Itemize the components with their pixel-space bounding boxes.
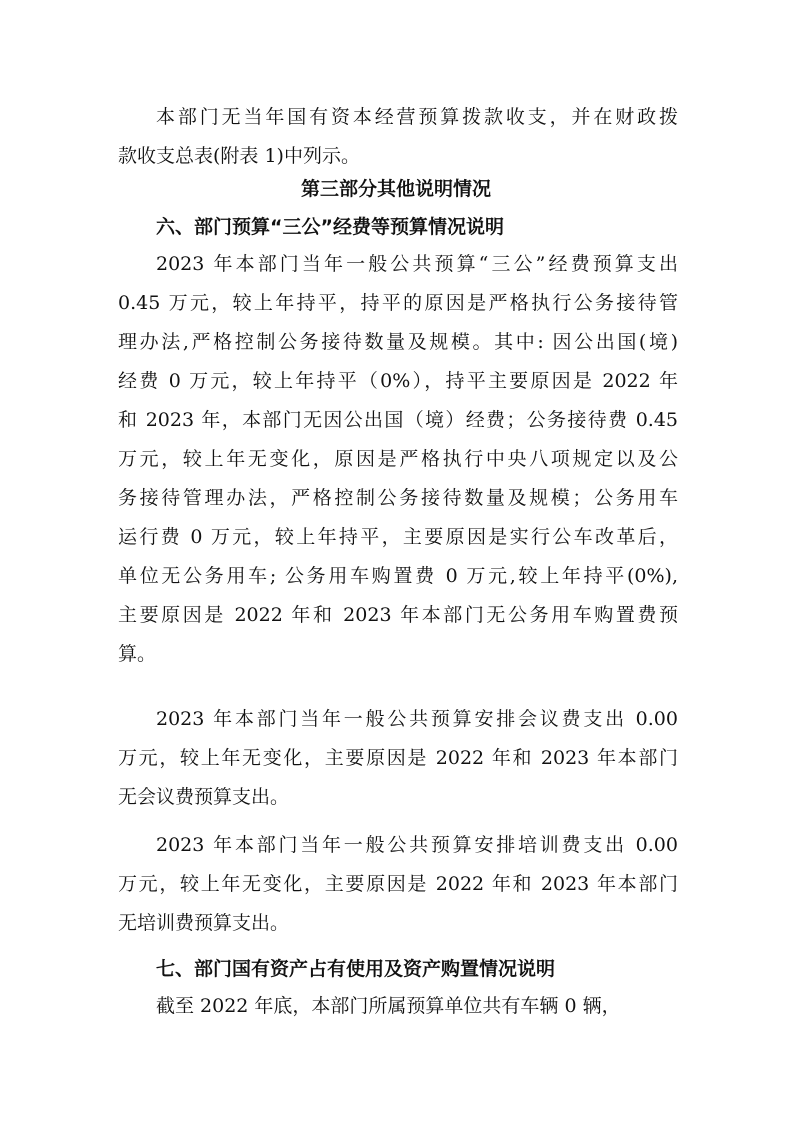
text-line: 无培训费预算支出。 (118, 912, 290, 934)
text-line: 本部门无当年国有资本经营预算拨款收支，并在财政拨 (156, 106, 678, 128)
text-line: 2023 年本部门当年一般公共预算“三公”经费预算支出 (156, 253, 678, 275)
part-title: 第三部分其他说明情况 (300, 178, 491, 200)
text-line: 运行费 0 万元，较上年持平，主要原因是实行公车改革后， (118, 526, 678, 548)
text-line: 0.45 万元，较上年持平，持平的原因是严格执行公务接待管 (118, 292, 678, 314)
section-6-paragraph-2 (118, 700, 678, 817)
text-line: 理办法,严格控制公务接待数量及规模。其中: 因公出国(境) (118, 331, 678, 353)
text-line: 经费 0 万元，较上年持平（0%），持平主要原因是 2022 年 (118, 370, 678, 392)
text-line: 务接待管理办法，严格控制公务接待数量及规模；公务用车 (118, 487, 678, 509)
section-7-paragraph-1 (118, 987, 678, 1026)
section-6-paragraph-3 (118, 826, 678, 943)
text-line: 无会议费预算支出。 (118, 786, 290, 808)
text-line: 主要原因是 2022 年和 2023 年本部门无公务用车购置费预 (118, 604, 678, 626)
text-line: 单位无公务用车; 公务用车购置费 0 万元,较上年持平(0%), (118, 565, 678, 587)
text-line: 算。 (118, 643, 157, 665)
text-line: 和 2023 年，本部门无因公出国（境）经费；公务接待费 0.45 (118, 409, 678, 431)
section-7-heading: 七、部门国有资产占有使用及资产购置情况说明 (156, 958, 556, 980)
text-line: 款收支总表(附表 1)中列示。 (118, 145, 360, 167)
section-6-paragraph-1 (118, 245, 678, 674)
intro-paragraph (118, 98, 678, 176)
section-6-heading: 六、部门预算“三公”经费等预算情况说明 (156, 216, 504, 238)
text-line: 万元，较上年无变化，原因是严格执行中央八项规定以及公 (118, 448, 678, 470)
text-line: 万元，较上年无变化，主要原因是 2022 年和 2023 年本部门 (118, 873, 678, 895)
text-line: 万元，较上年无变化，主要原因是 2022 年和 2023 年本部门 (118, 747, 678, 769)
text-line: 2023 年本部门当年一般公共预算安排会议费支出 0.00 (156, 708, 678, 730)
text-line: 截至 2022 年底，本部门所属预算单位共有车辆 0 辆， (156, 995, 621, 1017)
text-line: 2023 年本部门当年一般公共预算安排培训费支出 0.00 (156, 834, 678, 856)
